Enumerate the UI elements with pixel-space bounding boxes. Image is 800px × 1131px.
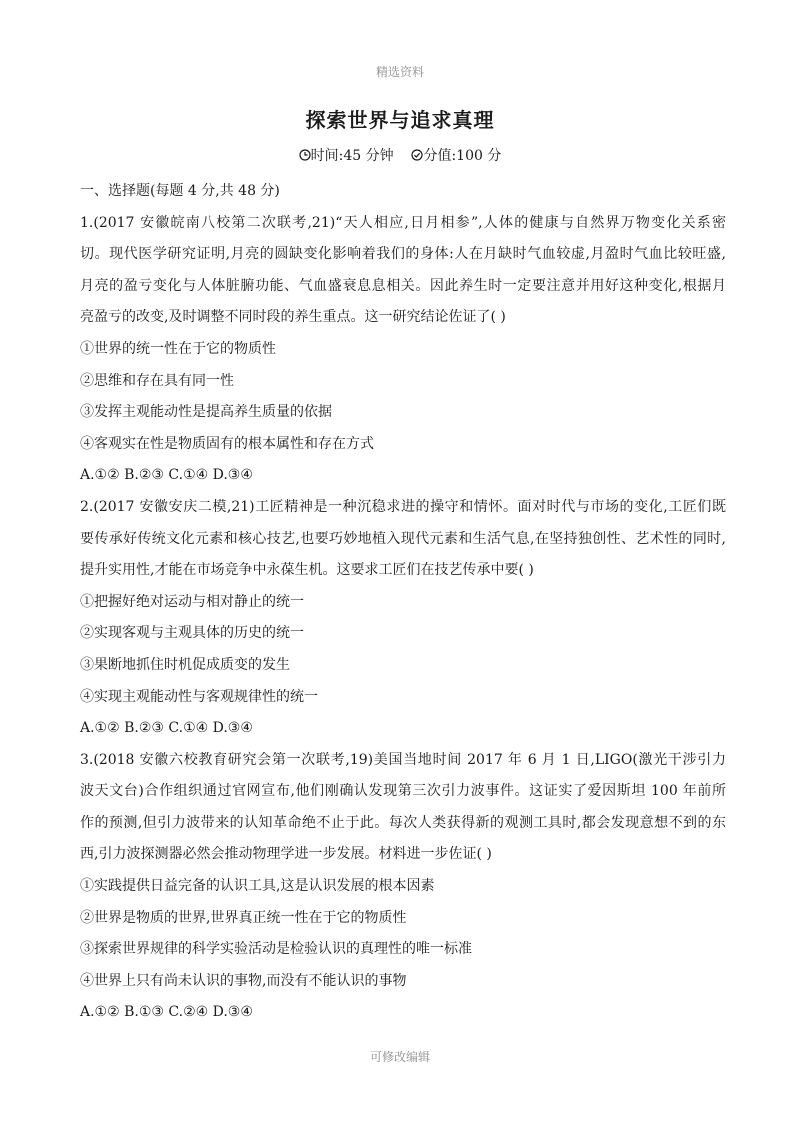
clock-icon: [299, 149, 311, 161]
score-label: 分值:100 分: [423, 148, 502, 164]
page-title: 探索世界与追求真理: [305, 108, 495, 132]
header-note: 精选资料: [375, 65, 424, 79]
question-2: [80, 492, 726, 745]
option-item: ②实现客观与主观具体的历史的统一: [80, 625, 304, 642]
option-item: ①实践提供日益完备的认识工具,这是认识发展的根本因素: [80, 878, 435, 895]
question-stem-line: 要传承好传统文化元素和核心技艺,也要巧妙地植入现代元素和生活气息,在坚持独创性、艺术性的同时,: [80, 530, 726, 547]
option-item: ②世界是物质的世界,世界真正统一性在于它的物质性: [80, 909, 407, 926]
question-stem-line: 作的预测,但引力波带来的认知革命绝不止于此。每次人类获得新的观测工具时,都会发现意想不到的东: [80, 814, 726, 831]
answer-choices: A.①② B.②③ C.①④ D.③④: [80, 720, 253, 737]
question-stem-line: 切。现代医学研究证明,月亮的圆缺变化影响着我们的身体:人在月缺时气血较虚,月盈时气血比较旺盛,: [80, 246, 726, 263]
time-label: 时间:45 分钟: [310, 148, 394, 164]
exam-meta: [0, 145, 800, 165]
question-stem-line: 2.(2017 安徽安庆二模,21)工匠精神是一种沉稳求进的操守和情怀。面对时代与市场的变化,工匠们既: [80, 498, 726, 515]
option-item: ④世界上只有尚未认识的事物,而没有不能认识的事物: [80, 972, 407, 989]
question-stem-line: 西,引力波探测器必然会推动物理学进一步发展。材料进一步佐证( ): [80, 846, 492, 863]
option-item: ③发挥主观能动性是提高养生质量的依据: [80, 404, 332, 421]
option-item: ②思维和存在具有同一性: [80, 372, 234, 389]
footer-note: 可修改编辑: [369, 1050, 430, 1064]
question-stem-line: 波天文台)合作组织通过官网宣布,他们刚确认发现第三次引力波事件。这证实了爱因斯坦 100 年前所: [80, 783, 726, 800]
question-3: [80, 745, 726, 1029]
option-item: ①世界的统一性在于它的物质性: [80, 340, 276, 357]
question-stem-line: 月亮的盈亏变化与人体脏腑功能、气血盛衰息息相关。因此养生时一定要注意并用好这种变化,根据月: [80, 277, 726, 294]
question-list: [80, 176, 726, 1029]
score-icon: [411, 149, 423, 161]
question-stem-line: 亮盈亏的改变,及时调整不同时段的养生重点。这一研究结论佐证了( ): [80, 309, 506, 326]
option-item: ④实现主观能动性与客观规律性的统一: [80, 688, 318, 705]
option-item: ①把握好绝对运动与相对静止的统一: [80, 593, 304, 610]
option-item: ③探索世界规律的科学实验活动是检验认识的真理性的唯一标准: [80, 941, 472, 958]
answer-choices: A.①② B.②③ C.①④ D.③④: [80, 467, 253, 484]
option-item: ④客观实在性是物质固有的根本属性和存在方式: [80, 435, 374, 452]
question-stem-line: 3.(2018 安徽六校教育研究会第一次联考,19)美国当地时间 2017 年 6 月 1 日,LIGO(激光干涉引力: [80, 751, 726, 768]
question-1: [80, 208, 726, 492]
section-heading: 一、选择题(每题 4 分,共 48 分): [80, 183, 280, 199]
option-item: ③果断地抓住时机促成质变的发生: [80, 656, 290, 673]
question-stem-line: 提升实用性,才能在市场竞争中永葆生机。这要求工匠们在技艺传承中要( ): [80, 562, 534, 579]
question-stem-line: 1.(2017 安徽皖南八校第二次联考,21)“天人相应,日月相参”,人体的健康与自然界万物变化关系密: [80, 214, 726, 231]
answer-choices: A.①② B.①③ C.②④ D.③④: [80, 1004, 253, 1021]
